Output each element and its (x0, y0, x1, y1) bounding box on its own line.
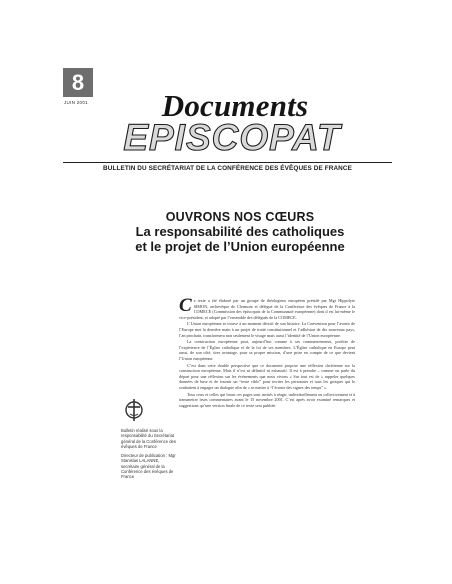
sidebar-notes (121, 428, 177, 484)
bulletin-subtitle: BULLETIN DU SECRÉTARIAT DE LA CONFÉRENCE DES ÉVÊQUES DE FRANCE (103, 165, 352, 172)
sidebar-note-responsibility: Bulletin réalisé sous la responsabilité du Secrétariat général de la Conférence des évêques de France (121, 428, 176, 449)
headline (60, 210, 420, 254)
body-text (179, 295, 355, 409)
header-rule (63, 162, 392, 163)
dropcap: C (179, 295, 192, 316)
cross-circle-icon (122, 398, 146, 422)
body-paragraph-2: L’Union européenne se trouve à un moment décisif de son histoire. La Convention pour l’avenir de l’Europe met la dernière main à un projet de traité constitutionnel et l’adhésion de dix nouveaux pays, l’an prochain, transformera non seulement le visage mais aussi l’identité de l’Union européenne. (179, 321, 355, 338)
body-paragraph-1-text: e texte a été élaboré par un groupe de théologiens européens présidé par Mgr Hippolyte SIMON, archevêque de Clermont et délégué de la Conférence des évêques de France à la COMECE (Commission des épiscopats de la Communauté européenne) dont il est lui-même le vice-président, et adopté par l’ensemble des délégués de la COMECE. (179, 298, 355, 320)
sidebar-note-director: Directeur de publication : Mgr Stanislas LALANNE, secrétaire général de la Conférence des évêques de France (121, 453, 176, 480)
body-paragraph-4: C’est dans cette double perspective que ce document propose une réflexion chrétienne sur la construction européenne. Mais il n’est ni définitif ni exhaustif. Il est à prendre – comme on parle du départ pour une réflexion sur les événements que nous vivons « Sur tout est de « rappeler quelques données de base et de fournir un “texte cible” pour inviter les personnes et tous les groupes qui le souhaitent à engager un dialogue afin de « se mettre à “l’écoute des signes des temps” ». (179, 362, 355, 390)
headline-line-2: La responsabilité des catholiques (135, 224, 345, 239)
body-paragraph-3: La construction européenne peut, aujourd’hui comme à ses commencements, profiter de l’expérience de l’Église catholique et de la foi de ses membres. L’Église catholique en Europe peut aussi, de son côté, tirer avantage, pour sa propre mission, d’une prise en compte de ce que devient l’Union européenne. (179, 339, 355, 361)
brand-documents: Documents (161, 88, 309, 123)
issue-date: JUIN 2001 (64, 100, 88, 105)
body-paragraph-5: Tous ceux et celles qui liront ces pages sont invités à réagir, individuellement ou collectivement et à transmettre leurs commentaires avant le 15 novembre 2001. C’est après avoir examiné remarques et suggestions qu’une version finale de ce texte sera publiée. (179, 391, 355, 408)
issue-number-badge: 8 (63, 68, 93, 97)
brand-episcopat: EPISCOPAT (123, 117, 341, 158)
headline-line-3: et le projet de l’Union européenne (135, 239, 345, 254)
headline-line-1: OUVRONS NOS CŒURS (165, 210, 315, 224)
body-paragraph-1 (179, 295, 355, 320)
